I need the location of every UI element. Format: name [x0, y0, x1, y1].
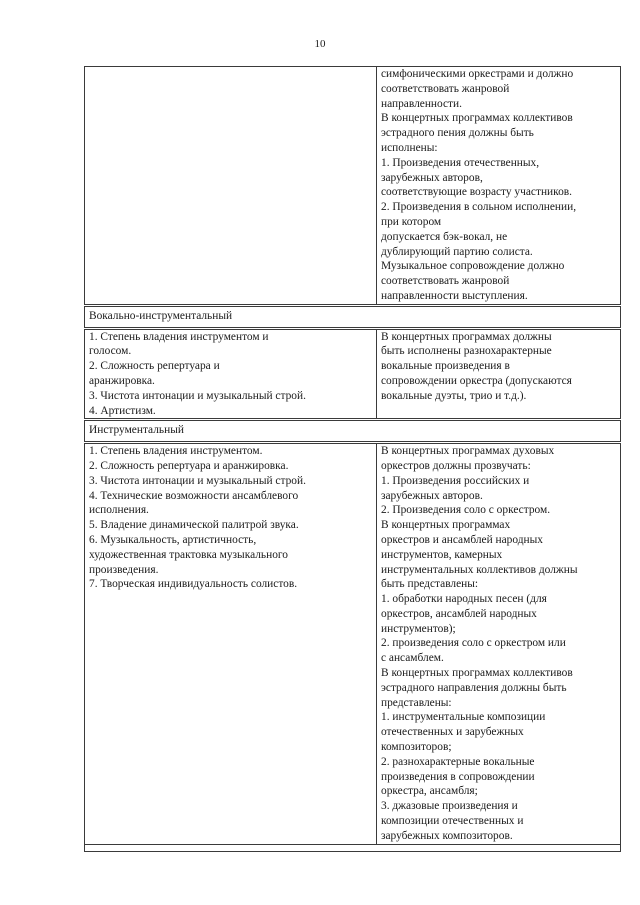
section-title: Вокально-инструментальный: [85, 305, 621, 328]
program-requirements-cell: [377, 67, 621, 306]
criteria-line: 3. Чистота интонации и музыкальный строй.: [89, 474, 306, 487]
requirement-line: дублирующий партию солиста.: [381, 245, 533, 258]
requirement-line: 2. произведения соло с оркестром или: [381, 637, 566, 650]
requirement-line: зарубежных композиторов.: [381, 829, 513, 842]
requirement-line: эстрадного пения должны быть: [381, 127, 534, 140]
table-end-cell: [85, 844, 621, 851]
requirement-line: В концертных программах коллективов: [381, 667, 573, 680]
requirement-line: инструментов, камерных: [381, 548, 503, 561]
requirement-line: В концертных программах должны: [381, 330, 552, 343]
criteria-line: 3. Чистота интонации и музыкальный строй.: [89, 389, 306, 402]
criteria-line: 1. Степень владения инструментом.: [89, 445, 263, 458]
requirement-line: отечественных и зарубежных: [381, 726, 524, 739]
requirement-line: оркестров и ансамблей народных: [381, 533, 543, 546]
criteria-line: голосом.: [89, 345, 132, 358]
requirement-line: исполнены:: [381, 141, 438, 154]
table-end-row: [85, 844, 621, 851]
page-number: 10: [314, 38, 326, 50]
requirement-line: композиции отечественных и: [381, 815, 524, 828]
requirement-line: 2. Произведения в сольном исполнении,: [381, 201, 577, 214]
requirement-line: оркестра, ансамбля;: [381, 785, 478, 798]
requirement-line: оркестров должны прозвучать:: [381, 459, 531, 472]
requirement-line: В концертных программах: [381, 519, 511, 532]
criteria-line: произведения.: [89, 563, 159, 576]
program-requirements-cell: [377, 443, 621, 845]
criteria-line: 2. Сложность репертуара и аранжировка.: [89, 459, 289, 472]
requirement-line: 1. Произведения российских и: [381, 474, 530, 487]
requirement-line: эстрадного направления должны быть: [381, 681, 567, 694]
requirement-line: зарубежных авторов.: [381, 489, 483, 502]
requirement-line: 2. разнохарактерные вокальные: [381, 755, 535, 768]
criteria-line: 5. Владение динамической палитрой звука.: [89, 519, 299, 532]
requirement-line: 1. инструментальные композиции: [381, 711, 546, 724]
criteria-row: [85, 328, 621, 420]
criteria-line: 6. Музыкальность, артистичность,: [89, 533, 257, 546]
requirement-line: композиторов;: [381, 741, 452, 754]
section-header-row: [85, 420, 621, 443]
criteria-row: [85, 443, 621, 845]
criteria-line: 7. Творческая индивидуальность солистов.: [89, 578, 298, 591]
criteria-line: 4. Артистизм.: [89, 404, 156, 417]
requirement-line: инструментальных коллективов должны: [381, 563, 578, 576]
criteria-line: аранжировка.: [89, 374, 155, 387]
requirement-line: произведения в сопровождении: [381, 770, 535, 783]
criteria-line: 2. Сложность репертуара и: [89, 360, 220, 373]
requirement-line: направленности.: [381, 97, 462, 110]
requirement-line: соответствующие возрасту участников.: [381, 186, 573, 199]
requirement-line: быть представлены:: [381, 578, 479, 591]
evaluation-criteria-cell: [85, 443, 377, 845]
requirement-line: вокальные произведения в: [381, 360, 510, 373]
requirement-line: 1. Произведения отечественных,: [381, 156, 540, 169]
evaluation-criteria-cell: [85, 67, 377, 306]
requirement-line: 2. Произведения соло с оркестром.: [381, 504, 551, 517]
criteria-table: [84, 66, 621, 852]
requirement-line: симфоническими оркестрами и должно: [381, 68, 574, 80]
evaluation-criteria-cell: [85, 328, 377, 420]
requirement-line: быть исполнены разнохарактерные: [381, 345, 552, 358]
requirement-line: 3. джазовые произведения и: [381, 800, 518, 813]
requirement-line: направленности выступления.: [381, 289, 528, 302]
program-requirements-cell: [377, 328, 621, 420]
requirement-line: сопровождении оркестра (допускаются: [381, 374, 572, 387]
requirement-line: представлены:: [381, 696, 452, 709]
section-title: Инструментальный: [85, 420, 621, 443]
criteria-line: 1. Степень владения инструментом и: [89, 330, 269, 343]
requirement-line: допускается бэк-вокал, не: [381, 230, 508, 243]
requirement-line: зарубежных авторов,: [381, 171, 483, 184]
requirement-line: В концертных программах коллективов: [381, 112, 573, 125]
criteria-row: [85, 67, 621, 306]
criteria-line: 4. Технические возможности ансамблевого: [89, 489, 299, 502]
criteria-line: художественная трактовка музыкального: [89, 548, 288, 561]
requirement-line: с ансамблем.: [381, 652, 444, 665]
requirement-line: оркестров, ансамблей народных: [381, 607, 537, 620]
section-header-row: [85, 305, 621, 328]
requirement-line: 1. обработки народных песен (для: [381, 593, 547, 606]
requirement-line: Музыкальное сопровождение должно: [381, 260, 565, 273]
requirement-line: соответствовать жанровой: [381, 275, 510, 288]
requirement-line: В концертных программах духовых: [381, 445, 555, 458]
requirement-line: соответствовать жанровой: [381, 82, 510, 95]
requirement-line: вокальные дуэты, трио и т.д.).: [381, 389, 527, 402]
requirement-line: при котором: [381, 215, 442, 228]
criteria-line: исполнения.: [89, 504, 149, 517]
requirement-line: инструментов);: [381, 622, 456, 635]
